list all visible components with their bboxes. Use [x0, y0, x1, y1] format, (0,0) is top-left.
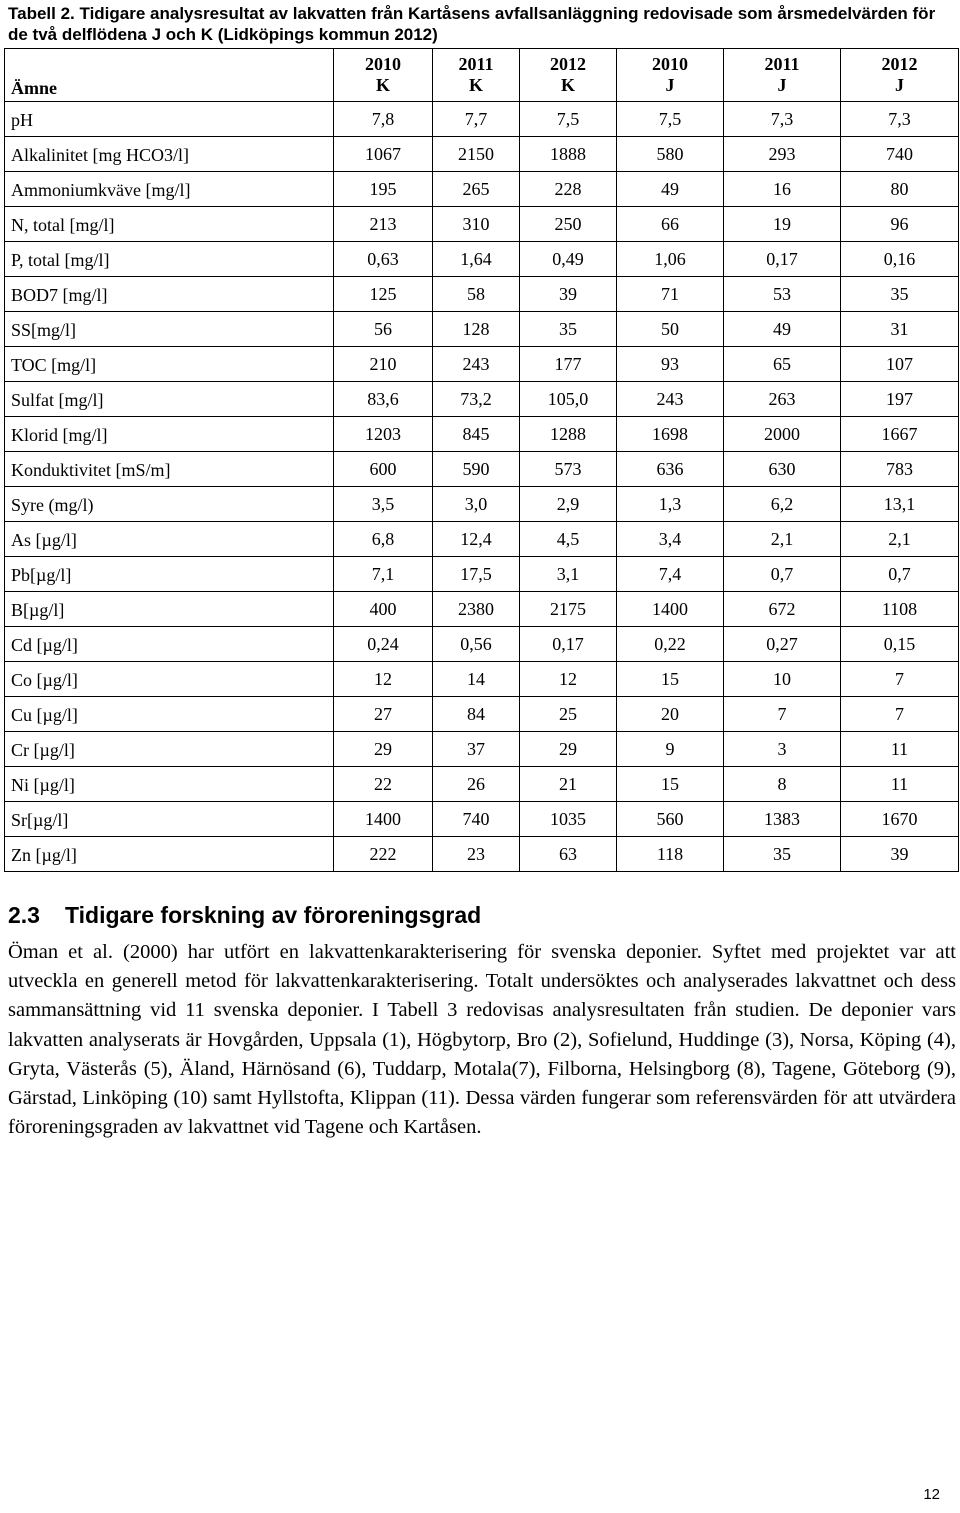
- row-label: Klorid [mg/l]: [5, 417, 334, 452]
- table-cell: 0,17: [724, 242, 841, 277]
- table-row: [5, 347, 959, 382]
- table-cell: 0,7: [724, 557, 841, 592]
- table-cell: 1670: [841, 802, 959, 837]
- table-cell: 16: [724, 172, 841, 207]
- column-header: [433, 49, 520, 102]
- row-label: TOC [mg/l]: [5, 347, 334, 382]
- table-cell: 0,22: [617, 627, 724, 662]
- column-year: 2010: [365, 54, 401, 74]
- table-cell: 12,4: [433, 522, 520, 557]
- table-cell: 9: [617, 732, 724, 767]
- table-cell: 7,8: [334, 102, 433, 137]
- table-cell: 118: [617, 837, 724, 872]
- section-number: 2.3: [8, 902, 40, 928]
- column-header: [334, 49, 433, 102]
- table-cell: 1,64: [433, 242, 520, 277]
- table-cell: 1888: [520, 137, 617, 172]
- table-cell: 1035: [520, 802, 617, 837]
- table-cell: 197: [841, 382, 959, 417]
- table-cell: 740: [433, 802, 520, 837]
- table-cell: 0,24: [334, 627, 433, 662]
- table-cell: 3,1: [520, 557, 617, 592]
- table-cell: 2380: [433, 592, 520, 627]
- table-cell: 1400: [617, 592, 724, 627]
- table-row: [5, 102, 959, 137]
- leachate-results-table: [4, 48, 959, 872]
- table-cell: 80: [841, 172, 959, 207]
- table-cell: 228: [520, 172, 617, 207]
- table-cell: 213: [334, 207, 433, 242]
- table-cell: 21: [520, 767, 617, 802]
- page-number: 12: [923, 1486, 940, 1503]
- row-label: As [µg/l]: [5, 522, 334, 557]
- column-year: 2011: [764, 54, 800, 74]
- column-header: [724, 49, 841, 102]
- table-cell: 49: [617, 172, 724, 207]
- table-cell: 400: [334, 592, 433, 627]
- table-cell: 7: [724, 697, 841, 732]
- table-row: [5, 172, 959, 207]
- table-cell: 7,5: [617, 102, 724, 137]
- table-cell: 4,5: [520, 522, 617, 557]
- column-year: 2010: [652, 54, 688, 74]
- table-caption: Tabell 2. Tidigare analysresultat av lakvatten från Kartåsens avfallsanläggning redovisade som årsmedelvärden för de två delflödena J och K (Lidköpings kommun 2012): [8, 4, 936, 44]
- table-cell: 1698: [617, 417, 724, 452]
- table-cell: 11: [841, 767, 959, 802]
- table-cell: 39: [520, 277, 617, 312]
- table-row: [5, 452, 959, 487]
- table-cell: 3,4: [617, 522, 724, 557]
- table-cell: 83,6: [334, 382, 433, 417]
- table-cell: 128: [433, 312, 520, 347]
- table-cell: 107: [841, 347, 959, 382]
- table-cell: 50: [617, 312, 724, 347]
- table-cell: 19: [724, 207, 841, 242]
- table-cell: 672: [724, 592, 841, 627]
- table-cell: 26: [433, 767, 520, 802]
- row-label: P, total [mg/l]: [5, 242, 334, 277]
- table-row: [5, 312, 959, 347]
- table-row: [5, 557, 959, 592]
- row-label: pH: [5, 102, 334, 137]
- table-cell: 1667: [841, 417, 959, 452]
- table-row: [5, 592, 959, 627]
- table-cell: 10: [724, 662, 841, 697]
- table-cell: 0,15: [841, 627, 959, 662]
- table-cell: 0,7: [841, 557, 959, 592]
- section-title: Tidigare forskning av föroreningsgrad: [65, 902, 482, 928]
- row-label: Ammoniumkväve [mg/l]: [5, 172, 334, 207]
- row-label: Cr [µg/l]: [5, 732, 334, 767]
- table-cell: 1383: [724, 802, 841, 837]
- table-cell: 7: [841, 662, 959, 697]
- table-cell: 35: [724, 837, 841, 872]
- row-label: Sr[µg/l]: [5, 802, 334, 837]
- table-row: [5, 242, 959, 277]
- table-cell: 7,1: [334, 557, 433, 592]
- column-stream: K: [375, 75, 390, 95]
- table-row: [5, 277, 959, 312]
- table-cell: 1108: [841, 592, 959, 627]
- table-cell: 7,5: [520, 102, 617, 137]
- table-cell: 1288: [520, 417, 617, 452]
- table-cell: 573: [520, 452, 617, 487]
- table-cell: 29: [334, 732, 433, 767]
- table-cell: 2175: [520, 592, 617, 627]
- row-label: BOD7 [mg/l]: [5, 277, 334, 312]
- table-row: [5, 767, 959, 802]
- table-cell: 293: [724, 137, 841, 172]
- table-cell: 23: [433, 837, 520, 872]
- table-cell: 636: [617, 452, 724, 487]
- table-cell: 15: [617, 767, 724, 802]
- table-cell: 20: [617, 697, 724, 732]
- table-cell: 125: [334, 277, 433, 312]
- table-cell: 17,5: [433, 557, 520, 592]
- table-cell: 3: [724, 732, 841, 767]
- column-stream: J: [777, 75, 787, 95]
- table-cell: 600: [334, 452, 433, 487]
- table-row: [5, 417, 959, 452]
- column-stream: J: [665, 75, 675, 95]
- column-stream: J: [895, 75, 904, 95]
- row-label: Konduktivitet [mS/m]: [5, 452, 334, 487]
- subject-header: Ämne: [5, 49, 334, 102]
- table-cell: 56: [334, 312, 433, 347]
- table-cell: 71: [617, 277, 724, 312]
- table-cell: 0,56: [433, 627, 520, 662]
- section-heading: [8, 900, 481, 930]
- column-stream: K: [468, 75, 483, 95]
- table-cell: 195: [334, 172, 433, 207]
- body-paragraph: Öman et al. (2000) har utfört en lakvattenkarakterisering för svenska deponier. Syftet med projektet var att utveckla en generell metod för lakvattenkarakterisering. Totalt undersöktes och analyserades lakvattnet och dess sammansättning vid 11 svenska deponier. I Tabell 3 redovisas analysresultaten från studien. De deponier vars lakvatten analyserats är Hovgården, Uppsala (1), Högbytorp, Bro (2), Sofielund, Huddinge (3), Norsa, Köping (4), Gryta, Västerås (5), Äland, Härnösand (6), Tuddarp, Motala(7), Filborna, Helsingborg (8), Tagene, Göteborg (9), Gärstad, Linköping (10) samt Hyllstofta, Klippan (11). Dessa värden fungerar som referensvärden för att utvärdera föroreningsgraden av lakvattnet vid Tagene och Kartåsen.: [8, 941, 956, 1139]
- table-cell: 630: [724, 452, 841, 487]
- table-cell: 25: [520, 697, 617, 732]
- table-cell: 35: [841, 277, 959, 312]
- table-cell: 590: [433, 452, 520, 487]
- table-cell: 0,49: [520, 242, 617, 277]
- table-row: [5, 522, 959, 557]
- row-label: Cd [µg/l]: [5, 627, 334, 662]
- row-label: Zn [µg/l]: [5, 837, 334, 872]
- table-cell: 310: [433, 207, 520, 242]
- table-cell: 93: [617, 347, 724, 382]
- table-header-row: [5, 49, 959, 102]
- table-cell: 37: [433, 732, 520, 767]
- table-cell: 263: [724, 382, 841, 417]
- table-cell: 7,7: [433, 102, 520, 137]
- table-cell: 210: [334, 347, 433, 382]
- table-cell: 66: [617, 207, 724, 242]
- table-cell: 1203: [334, 417, 433, 452]
- table-cell: 1400: [334, 802, 433, 837]
- table-cell: 11: [841, 732, 959, 767]
- table-row: [5, 662, 959, 697]
- table-cell: 12: [334, 662, 433, 697]
- table-cell: 7,3: [724, 102, 841, 137]
- table-cell: 580: [617, 137, 724, 172]
- table-cell: 65: [724, 347, 841, 382]
- row-label: B[µg/l]: [5, 592, 334, 627]
- table-cell: 783: [841, 452, 959, 487]
- table-row: [5, 487, 959, 522]
- table-cell: 560: [617, 802, 724, 837]
- table-cell: 63: [520, 837, 617, 872]
- table-cell: 243: [617, 382, 724, 417]
- column-stream: K: [560, 75, 575, 95]
- table-cell: 845: [433, 417, 520, 452]
- table-cell: 12: [520, 662, 617, 697]
- table-cell: 3,0: [433, 487, 520, 522]
- column-year: 2011: [458, 54, 494, 74]
- table-cell: 1,06: [617, 242, 724, 277]
- table-cell: 2,1: [724, 522, 841, 557]
- table-cell: 73,2: [433, 382, 520, 417]
- table-row: [5, 137, 959, 172]
- row-label: N, total [mg/l]: [5, 207, 334, 242]
- row-label: Syre (mg/l): [5, 487, 334, 522]
- table-cell: 15: [617, 662, 724, 697]
- table-cell: 3,5: [334, 487, 433, 522]
- row-label: Alkalinitet [mg HCO3/l]: [5, 137, 334, 172]
- table-row: [5, 732, 959, 767]
- column-year: 2012: [550, 54, 586, 74]
- table-cell: 2,9: [520, 487, 617, 522]
- column-header: [841, 49, 959, 102]
- table-cell: 29: [520, 732, 617, 767]
- row-label: Co [µg/l]: [5, 662, 334, 697]
- table-row: [5, 627, 959, 662]
- row-label: Ni [µg/l]: [5, 767, 334, 802]
- table-cell: 39: [841, 837, 959, 872]
- table-cell: 58: [433, 277, 520, 312]
- table-body: [5, 102, 959, 872]
- row-label: Cu [µg/l]: [5, 697, 334, 732]
- table-cell: 1067: [334, 137, 433, 172]
- row-label: SS[mg/l]: [5, 312, 334, 347]
- table-cell: 243: [433, 347, 520, 382]
- table-cell: 35: [520, 312, 617, 347]
- table-cell: 222: [334, 837, 433, 872]
- table-cell: 7: [841, 697, 959, 732]
- table-cell: 265: [433, 172, 520, 207]
- table-cell: 0,27: [724, 627, 841, 662]
- row-label: Sulfat [mg/l]: [5, 382, 334, 417]
- table-cell: 177: [520, 347, 617, 382]
- table-cell: 8: [724, 767, 841, 802]
- table-row: [5, 837, 959, 872]
- table-cell: 250: [520, 207, 617, 242]
- table-row: [5, 382, 959, 417]
- table-cell: 14: [433, 662, 520, 697]
- table-cell: 0,16: [841, 242, 959, 277]
- table-cell: 105,0: [520, 382, 617, 417]
- table-row: [5, 697, 959, 732]
- table-cell: 6,2: [724, 487, 841, 522]
- column-header: [617, 49, 724, 102]
- table-cell: 740: [841, 137, 959, 172]
- table-row: [5, 207, 959, 242]
- table-cell: 22: [334, 767, 433, 802]
- table-cell: 2,1: [841, 522, 959, 557]
- table-cell: 2000: [724, 417, 841, 452]
- table-cell: 84: [433, 697, 520, 732]
- table-row: [5, 802, 959, 837]
- column-year: 2012: [881, 54, 918, 74]
- table-cell: 2150: [433, 137, 520, 172]
- table-cell: 49: [724, 312, 841, 347]
- column-header: [520, 49, 617, 102]
- table-cell: 6,8: [334, 522, 433, 557]
- table-cell: 13,1: [841, 487, 959, 522]
- table-cell: 53: [724, 277, 841, 312]
- table-cell: 27: [334, 697, 433, 732]
- table-cell: 31: [841, 312, 959, 347]
- table-cell: 7,3: [841, 102, 959, 137]
- table-cell: 0,17: [520, 627, 617, 662]
- table-cell: 96: [841, 207, 959, 242]
- table-cell: 0,63: [334, 242, 433, 277]
- row-label: Pb[µg/l]: [5, 557, 334, 592]
- table-cell: 7,4: [617, 557, 724, 592]
- table-cell: 1,3: [617, 487, 724, 522]
